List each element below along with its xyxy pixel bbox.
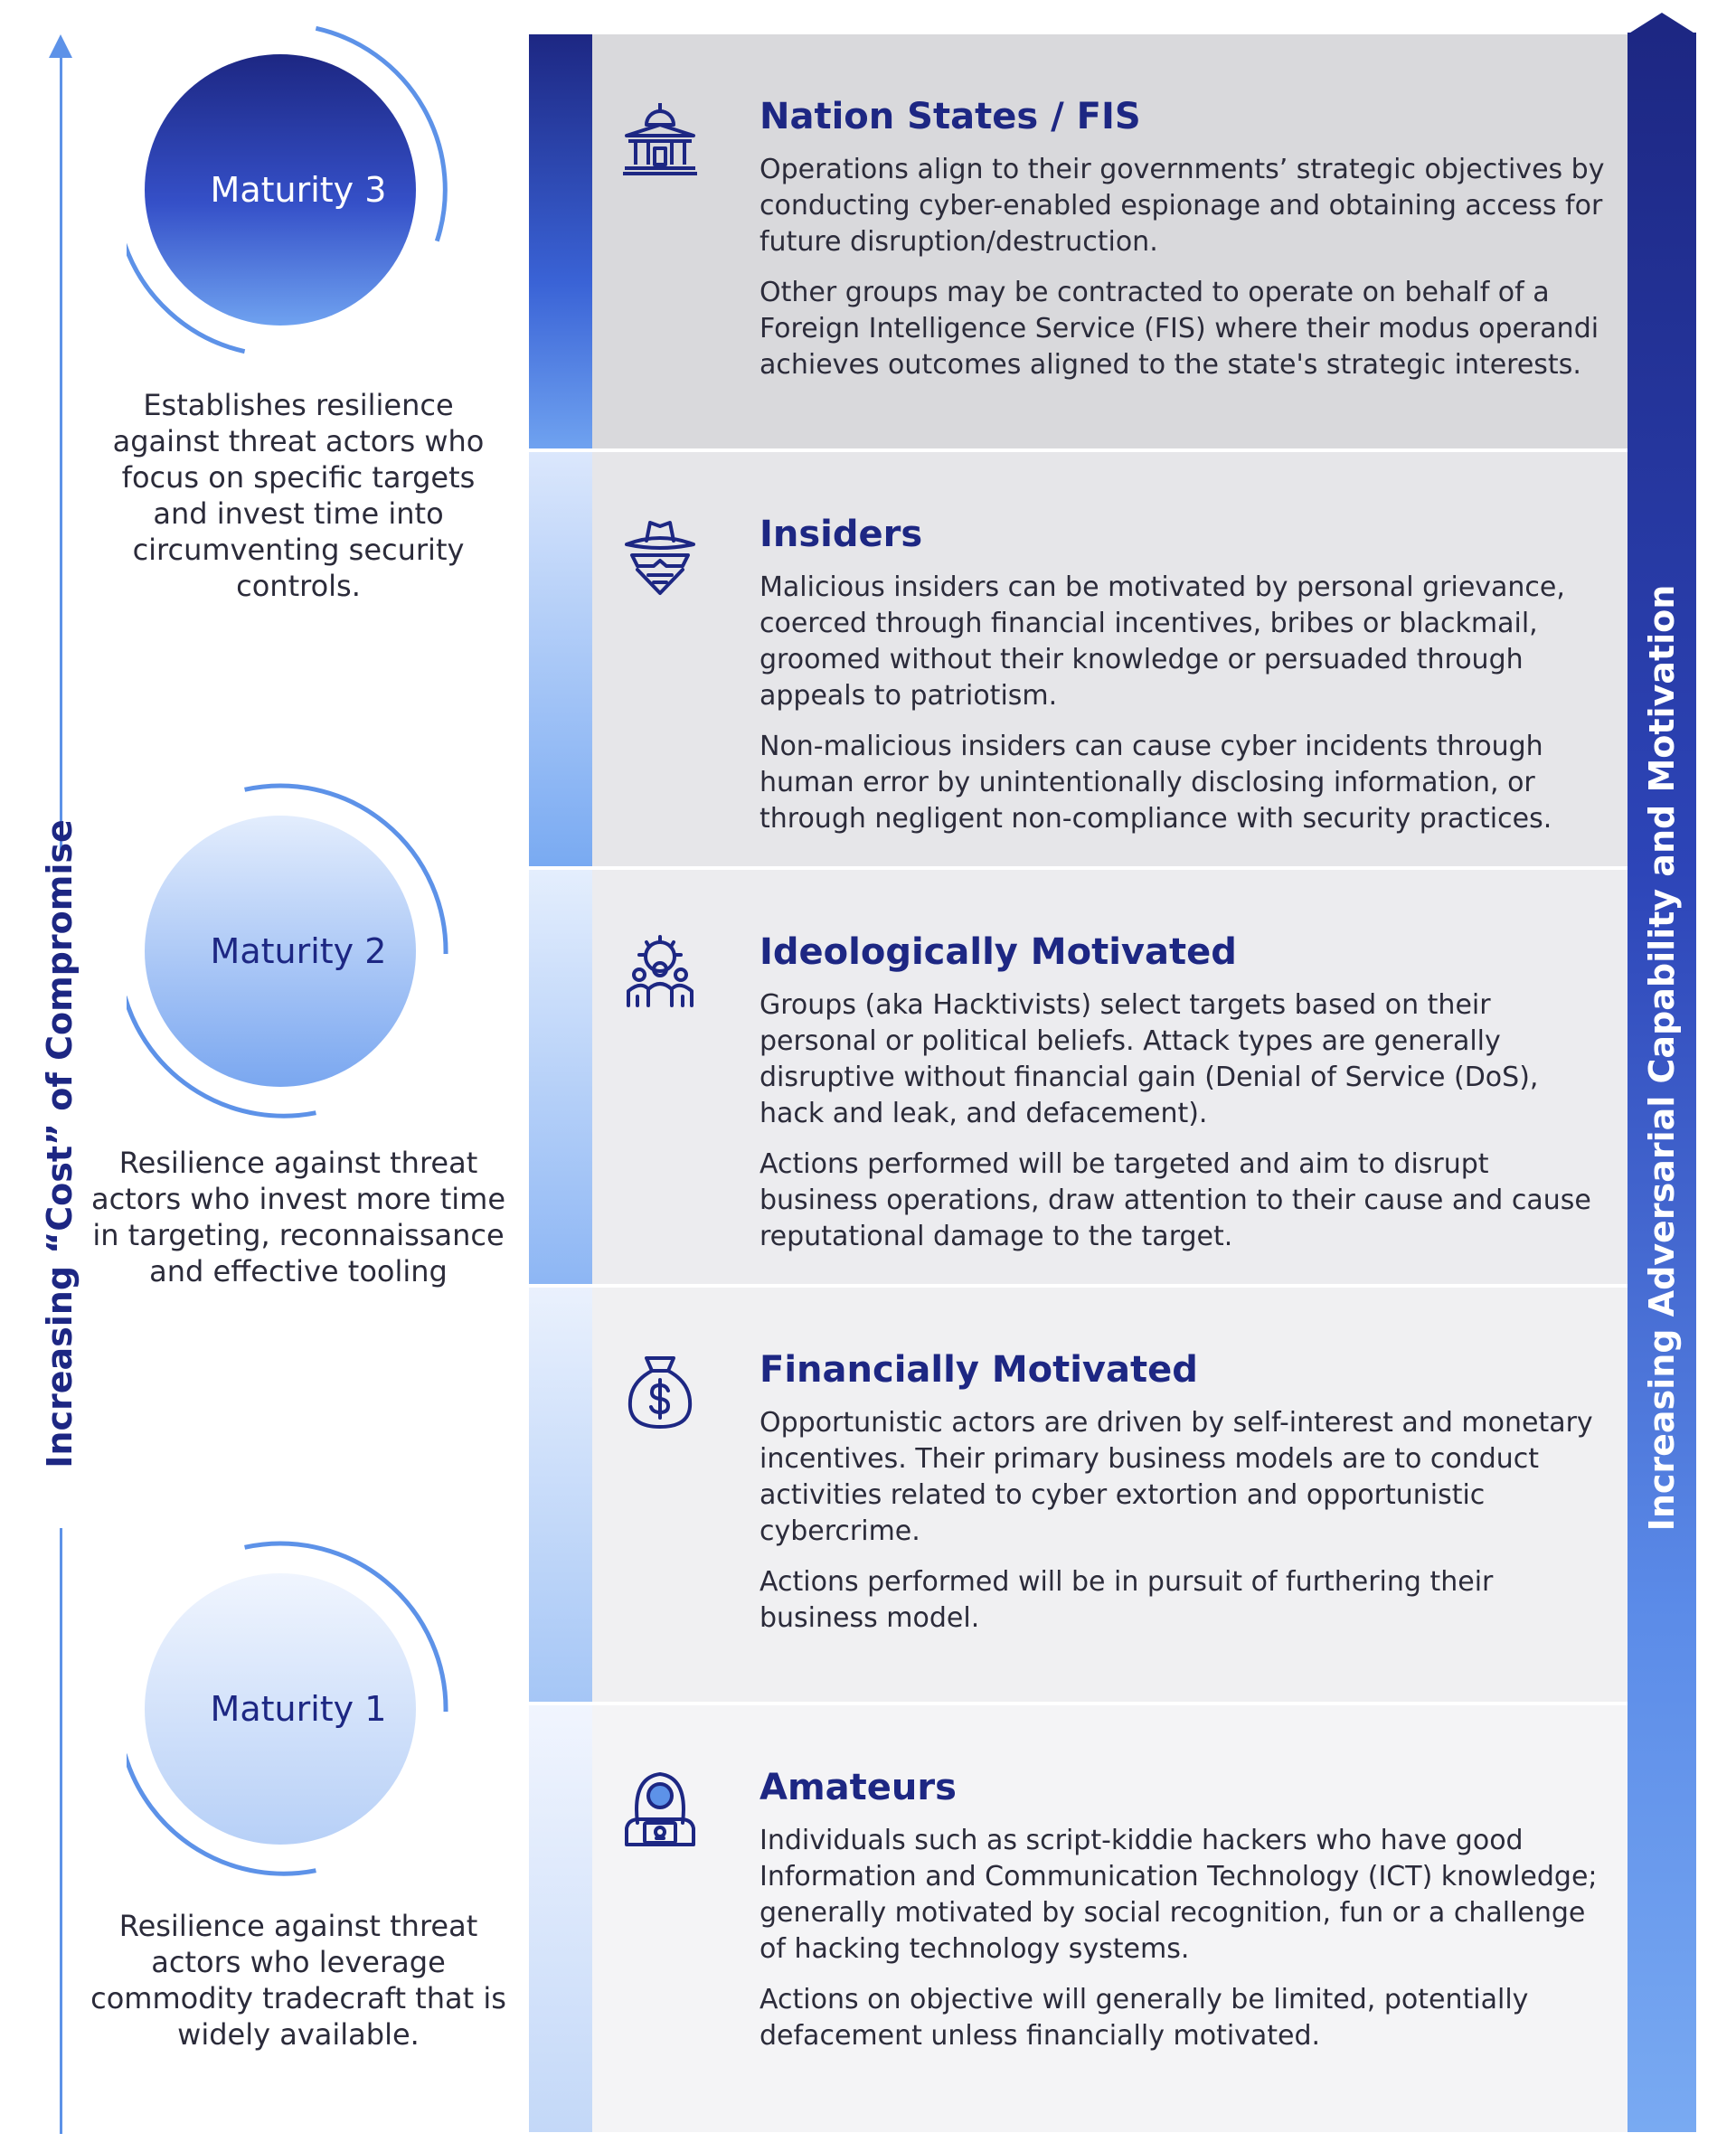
cost-axis-line-upper bbox=[60, 54, 62, 850]
actor-content bbox=[760, 94, 1609, 398]
row-band bbox=[529, 1705, 592, 2132]
actor-title: Insiders bbox=[760, 514, 923, 555]
actor-row-insiders bbox=[529, 452, 1628, 866]
row-band bbox=[529, 870, 592, 1284]
actor-paragraph: Actions on objective will generally be limited, potentially defacement unless financially motivated. bbox=[760, 1984, 1529, 2052]
actor-paragraph: Groups (aka Hacktivists) select targets based on their personal or political beliefs. Attack types are generally disruptive without financial gain (Denial of Service (DoS), hack and leak, and defacement). bbox=[760, 989, 1539, 1129]
cost-axis-label: Increasing “Cost” of Compromise bbox=[40, 819, 80, 1468]
maturity-2-description: Resilience against threat actors who invest more time in targeting, reconnaissance and effective tooling bbox=[90, 1146, 506, 1288]
maturity-3 bbox=[90, 18, 506, 398]
actor-row-financially-motivated bbox=[529, 1288, 1628, 1702]
actor-paragraph: Non-malicious insiders can cause cyber incidents through human error by unintentionally disclosing information, or through negligent non-compliance with security practices. bbox=[760, 731, 1552, 835]
group-gear-icon bbox=[619, 933, 701, 1015]
maturity-3-label: Maturity 3 bbox=[210, 170, 387, 210]
maturity-1-label: Maturity 1 bbox=[210, 1689, 387, 1729]
actor-paragraph: Individuals such as script-kiddie hackers who have good Information and Communication Technology (ICT) knowledge; generally motivated by social recognition, fun or a challenge of hacking technology systems. bbox=[760, 1825, 1598, 1965]
maturity-2 bbox=[90, 779, 506, 1159]
actor-row-amateurs bbox=[529, 1705, 1628, 2132]
row-band bbox=[529, 34, 592, 448]
actor-content bbox=[760, 512, 1609, 852]
row-band bbox=[529, 452, 592, 866]
actor-paragraph: Actions performed will be in pursuit of furthering their business model. bbox=[760, 1566, 1494, 1634]
actor-title: Nation States / FIS bbox=[760, 96, 1141, 137]
actor-row-ideologically-motivated bbox=[529, 870, 1628, 1284]
capability-axis-arrow-head bbox=[1628, 13, 1696, 34]
government-building-icon bbox=[619, 98, 701, 179]
cost-axis-line-lower bbox=[60, 1528, 62, 2134]
actor-paragraph: Other groups may be contracted to operate on behalf of a Foreign Intelligence Service (FIS) where their modus operandi achieves outcomes aligned to the state's strategic interests. bbox=[760, 277, 1599, 381]
actor-title: Amateurs bbox=[760, 1767, 957, 1808]
capability-axis-label: Increasing Adversarial Capability and Motivation bbox=[1642, 584, 1682, 1532]
actor-paragraph: Malicious insiders can be motivated by personal grievance, coerced through financial incentives, bribes or blackmail, groomed without their knowledge or persuaded through appeals to patriotism. bbox=[760, 571, 1565, 712]
maturity-1-description: Resilience against threat actors who leverage commodity tradecraft that is widely available. bbox=[90, 1909, 506, 2052]
row-band bbox=[529, 1288, 592, 1702]
hooded-hacker-icon bbox=[619, 1769, 701, 1850]
maturity-1 bbox=[90, 1537, 506, 1917]
actor-paragraph: Actions performed will be targeted and aim to disrupt business operations, draw attention to their cause and cause reputational damage to the target. bbox=[760, 1148, 1591, 1252]
maturity-3-description: Establishes resilience against threat actors who focus on specific targets and invest time into circumventing security controls. bbox=[112, 388, 485, 603]
actor-title: Ideologically Motivated bbox=[760, 931, 1237, 973]
money-bag-icon bbox=[619, 1351, 701, 1432]
actor-content bbox=[760, 930, 1609, 1269]
actor-paragraph: Operations align to their governments’ strategic objectives by conducting cyber-enabled espionage and obtaining access for future disruption/destruction. bbox=[760, 154, 1605, 258]
actor-row-nation-states bbox=[529, 34, 1628, 448]
maturity-2-label: Maturity 2 bbox=[210, 931, 387, 971]
actor-paragraph: Opportunistic actors are driven by self-interest and monetary incentives. Their primary business models are to conduct activities related to cyber extortion and opportunistic cybercrime. bbox=[760, 1407, 1593, 1547]
spy-hat-icon bbox=[619, 515, 701, 597]
actor-content bbox=[760, 1765, 1609, 2069]
actor-content bbox=[760, 1347, 1609, 1651]
actor-title: Financially Motivated bbox=[760, 1349, 1198, 1391]
